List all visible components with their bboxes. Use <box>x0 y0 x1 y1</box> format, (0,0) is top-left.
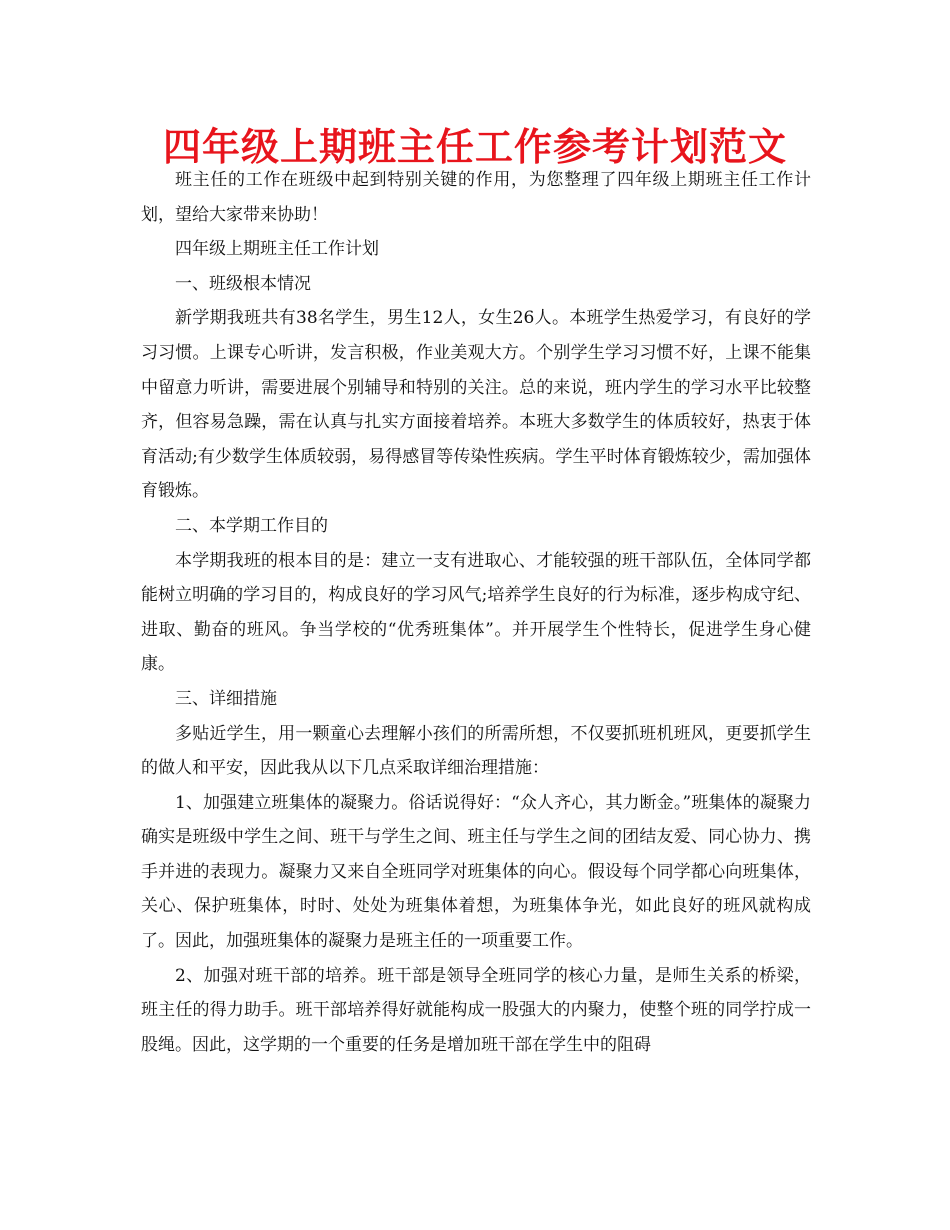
section-heading-class-situation: 一、班级根本情况 <box>175 273 311 294</box>
paragraph-plan-heading: 四年级上期班主任工作计划 <box>175 239 379 260</box>
paragraph-measure-1: 1、加强建立班集体的凝聚力。俗话说得好：“众人齐心，其力断金。”班集体的凝聚力确实是班级中学生之间、班干与学生之间、班主任与学生之间的团结友爱、同心协力、携手并进的表现力。凝聚力又来自全班同学对班集体的向心。假设每个同学都心向班集体，关心、保护班集体，时时、处处为班集体着想，为班集体争光，如此良好的班风就构成了。因此，加强班集体的凝聚力是班主任的一项重要工作。 <box>141 792 811 952</box>
section-heading-goals: 二、本学期工作目的 <box>175 515 328 536</box>
paragraph-measure-2: 2、加强对班干部的培养。班干部是领导全班同学的核心力量，是师生关系的桥梁，班主任的得力助手。班干部培养得好就能构成一股强大的内聚力，使整个班的同学拧成一股绳。因此，这学期的一个重要的任务是增加班干部在学生中的阻碍 <box>141 965 811 1055</box>
paragraph-measures-intro: 多贴近学生，用一颗童心去理解小孩们的所需所想，不仅要抓班机班风，更要抓学生的做人和平安，因此我从以下几点采取详细治理措施： <box>141 723 811 779</box>
document-body <box>141 163 811 1062</box>
paragraph-class-situation: 新学期我班共有38名学生，男生12人，女生26人。本班学生热爱学习，有良好的学习习惯。上课专心听讲，发言积极，作业美观大方。个别学生学习习惯不好，上课不能集中留意力听讲，需要进展个别辅导和特别的关注。总的来说，班内学生的学习水平比较整齐，但容易急躁，需在认真与扎实方面接着培养。本班大多数学生的体质较好，热衷于体育活动;有少数学生体质较弱，易得感冒等传染性疾病。学生平时体育锻炼较少，需加强体育锻炼。 <box>141 308 811 502</box>
section-heading-measures: 三、详细措施 <box>175 688 277 709</box>
document-title: 四年级上期班主任工作参考计划范文 <box>162 125 787 169</box>
paragraph-intro: 班主任的工作在班级中起到特别关键的作用，为您整理了四年级上期班主任工作计划，望给大家带来协助！ <box>141 170 811 225</box>
paragraph-goals: 本学期我班的根本目的是：建立一支有进取心、才能较强的班干部队伍，全体同学都能树立明确的学习目的，构成良好的学习风气;培养学生良好的行为标准，逐步构成守纪、进取、勤奋的班风。争当学校的“优秀班集体”。并开展学生个性特长，促进学生身心健康。 <box>141 550 811 675</box>
